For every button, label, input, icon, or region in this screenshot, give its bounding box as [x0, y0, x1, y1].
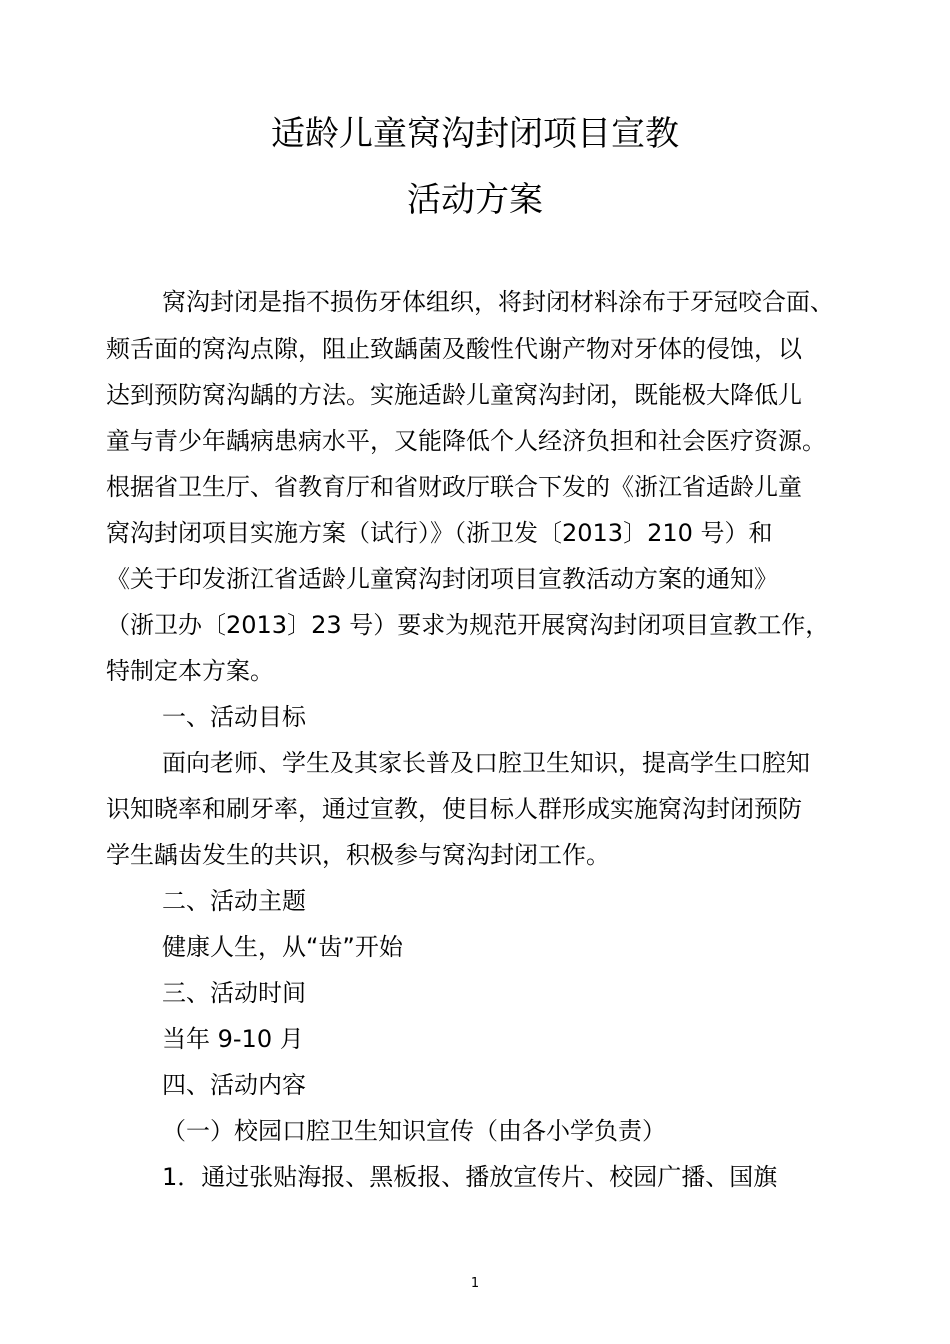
subsection-heading: （一）校园口腔卫生知识宣传（由各小学负责） — [162, 1117, 666, 1145]
paragraph-line: 特制定本方案。 — [106, 657, 274, 685]
paragraph-line: 《关于印发浙江省适龄儿童窝沟封闭项目宣教活动方案的通知》 — [106, 565, 778, 593]
paragraph-line: （浙卫办〔2013〕23 号）要求为规范开展窝沟封闭项目宣教工作， — [106, 611, 830, 639]
paragraph-line: 根据省卫生厅、省教育厅和省财政厅联合下发的《浙江省适龄儿童 — [106, 473, 802, 501]
list-item: 1．通过张贴海报、黑板报、播放宣传片、校园广播、国旗 — [162, 1163, 778, 1191]
paragraph-line: 颊舌面的窝沟点隙，阻止致龋菌及酸性代谢产物对牙体的侵蚀，以 — [106, 335, 802, 363]
section-heading: 一、活动目标 — [162, 703, 306, 731]
document-title-line-1: 适龄儿童窝沟封闭项目宣教 — [271, 114, 679, 154]
document-title-line-2: 活动方案 — [407, 180, 543, 220]
section-heading: 二、活动主题 — [162, 887, 306, 915]
paragraph-line: 面向老师、学生及其家长普及口腔卫生知识，提高学生口腔知 — [162, 749, 810, 777]
section-heading: 三、活动时间 — [162, 979, 306, 1007]
paragraph-line: 当年 9-10 月 — [162, 1025, 304, 1053]
paragraph-line: 识知晓率和刷牙率，通过宣教，使目标人群形成实施窝沟封闭预防 — [106, 795, 802, 823]
paragraph-line: 窝沟封闭项目实施方案（试行）》（浙卫发〔2013〕210 号）和 — [106, 519, 773, 547]
section-heading: 四、活动内容 — [162, 1071, 306, 1099]
paragraph-line: 窝沟封闭是指不损伤牙体组织，将封闭材料涂布于牙冠咬合面、 — [162, 288, 834, 316]
paragraph-line: 学生龋齿发生的共识，积极参与窝沟封闭工作。 — [106, 841, 610, 869]
paragraph-line: 童与青少年龋病患病水平，又能降低个人经济负担和社会医疗资源。 — [106, 427, 826, 455]
paragraph-line: 达到预防窝沟龋的方法。实施适龄儿童窝沟封闭，既能极大降低儿 — [106, 381, 802, 409]
paragraph-line: 健康人生，从“齿”开始 — [162, 933, 403, 961]
page-number: 1 — [470, 1276, 480, 1291]
